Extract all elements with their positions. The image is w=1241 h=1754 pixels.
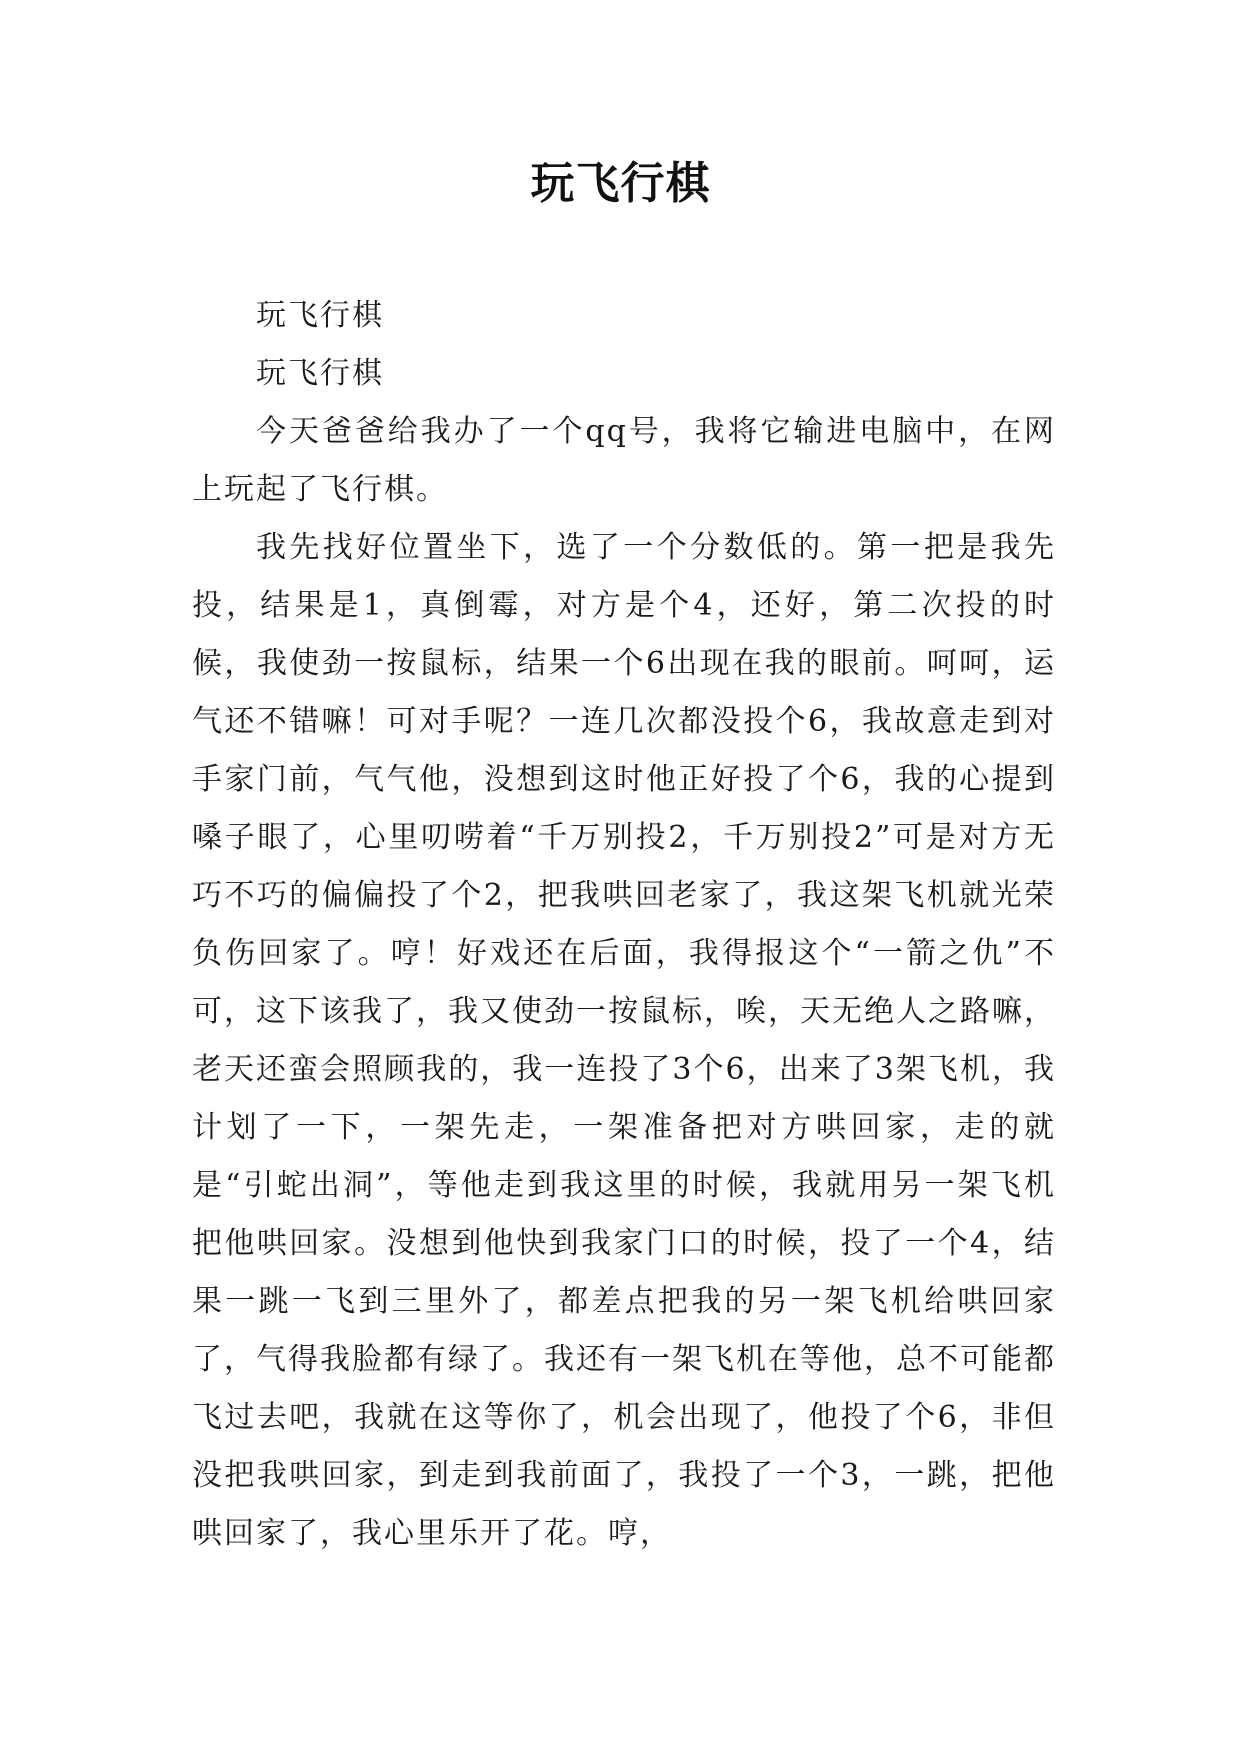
document-title: 玩飞行棋 bbox=[530, 158, 711, 209]
paragraph-subtitle-1: 玩飞行棋 bbox=[256, 298, 384, 333]
paragraph-subtitle-2: 玩飞行棋 bbox=[256, 356, 384, 391]
paragraph-intro: 今天爸爸给我办了一个qq号，我将它输进电脑中，在网上玩起了飞行棋。 bbox=[192, 414, 1056, 507]
paragraph-story: 我先找好位置坐下，选了一个分数低的。第一把是我先投，结果是1，真倒霉，对方是个4，还好，第二次投的时候，我使劲一按鼠标，结果一个6出现在我的眼前。呵呵，运气还不错嘛！可对手呢？一连几次都没投个6，我故意走到对手家门前，气气他，没想到这时他正好投了个6，我的心提到嗓子眼了，心里叨唠着“千万别投2，千万别投2”可是对方无巧不巧的偏偏投了个2，把我哄回老家了，我这架飞机就光荣负伤回家了。哼！好戏还在后面，我得报这个“一箭之仇”不可，这下该我了，我又使劲一按鼠标，唉，天无绝人之路嘛，老天还蛮会照顾我的，我一连投了3个6，出来了3架飞机，我计划了一下，一架先走，一架准备把对方哄回家，走的就是“引蛇出洞”，等他走到我这里的时候，我就用另一架飞机把他哄回家。没想到他快到我家门口的时候，投了一个4，结果一跳一飞到三里外了，都差点把我的另一架飞机给哄回家了，气得我脸都有绿了。我还有一架飞机在等他，总不可能都飞过去吧，我就在这等你了，机会出现了，他投了个6，非但没把我哄回家，到走到我前面了，我投了一个3，一跳，把他哄回家了，我心里乐开了花。哼， bbox=[192, 530, 1056, 1551]
document-body bbox=[192, 287, 1056, 1563]
